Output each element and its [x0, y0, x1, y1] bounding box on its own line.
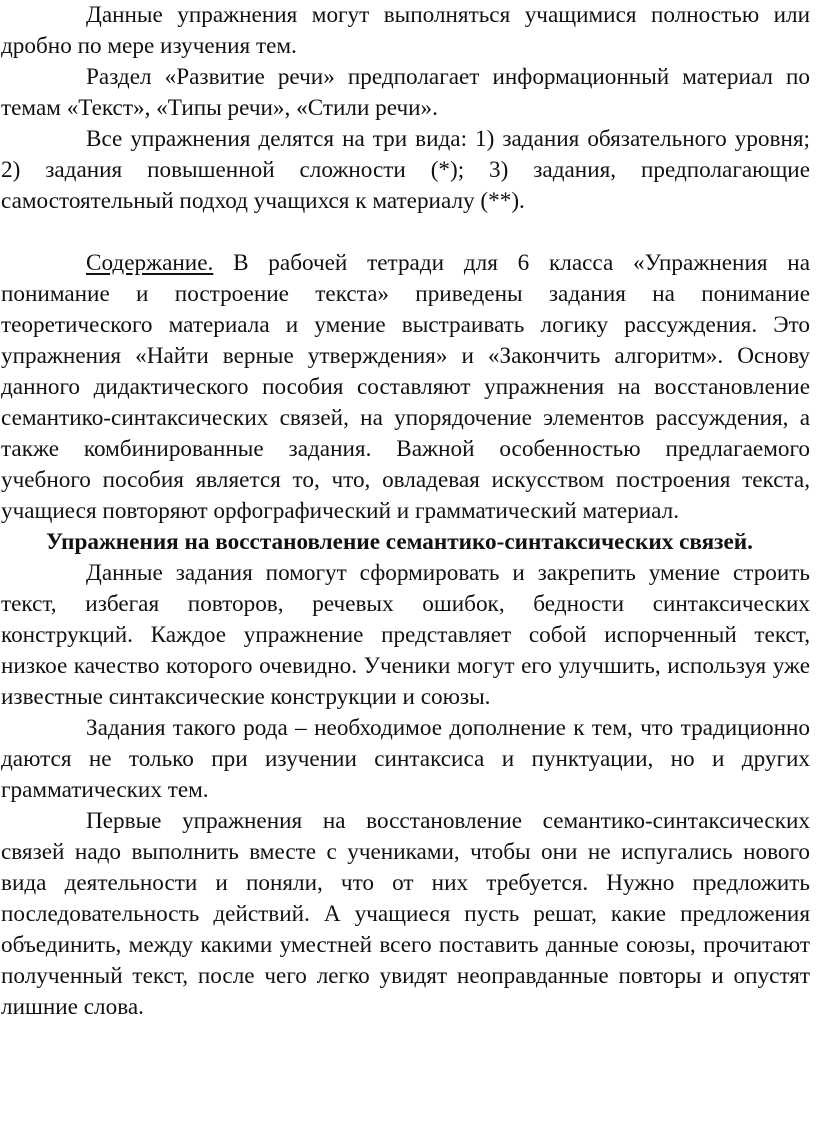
- paragraph-content: [1, 248, 810, 527]
- blank-line: [1, 217, 810, 248]
- paragraph-first-exercises: Первые упражнения на восстановление семантико-синтаксических связей надо выполнить вместе с учениками, чтобы они не испугались нового вида деятельности и поняли, что от них требуется. Нужно предложить последовательность действий. А учащиеся пусть решат, какие предложения объединить, между какими уместней всего поставить данные союзы, прочитают полученный текст, после чего легко увидят неоправданные повторы и опустят лишние слова.: [1, 808, 810, 1020]
- content-text: В рабочей тетради для 6 класса «Упражнения на понимание и построение текста» приведены задания на понимание теоретического материала и умение выстраивать логику рассуждения. Это упражнения «Найти верные утверждения» и «Закончить алгоритм». Основу данного дидактического пособия составляют упражнения на восстановление семантико-синтаксических связей, на упорядочение элементов рассуждения, а также комбинированные задания. Важной особенностью предлагаемого учебного пособия является то, что, овладевая искусством построения текста, учащиеся повторяют орфографический и грамматический материал.: [1, 250, 810, 524]
- paragraph-exercise-types: Все упражнения делятся на три вида: 1) задания обязательного уровня; 2) задания повышенной сложности (*); 3) задания, предполагающие самостоятельный подход учащихся к материалу (**).: [1, 126, 810, 214]
- section-heading: Упражнения на восстановление семантико-синтаксических связей.: [46, 529, 753, 555]
- paragraph-intro: Данные упражнения могут выполняться учащимися полностью или дробно по мере изучения тем.: [1, 2, 810, 59]
- paragraph-speech-section: Раздел «Развитие речи» предполагает информационный материал по темам «Текст», «Типы речи», «Стили речи».: [1, 64, 810, 121]
- paragraph-tasks-goal: Данные задания помогут сформировать и закрепить умение строить текст, избегая повторов, речевых ошибок, бедности синтаксических конструкций. Каждое упражнение представляет собой испорченный текст, низкое качество которого очевидно. Ученики могут его улучшить, используя уже известные синтаксические конструкции и союзы.: [1, 560, 810, 710]
- paragraph-tasks-addition: Задания такого рода – необходимое дополнение к тем, что традиционно даются не только при изучении синтаксиса и пунктуации, но и других грамматических тем.: [1, 715, 810, 803]
- content-label: Содержание.: [86, 250, 214, 276]
